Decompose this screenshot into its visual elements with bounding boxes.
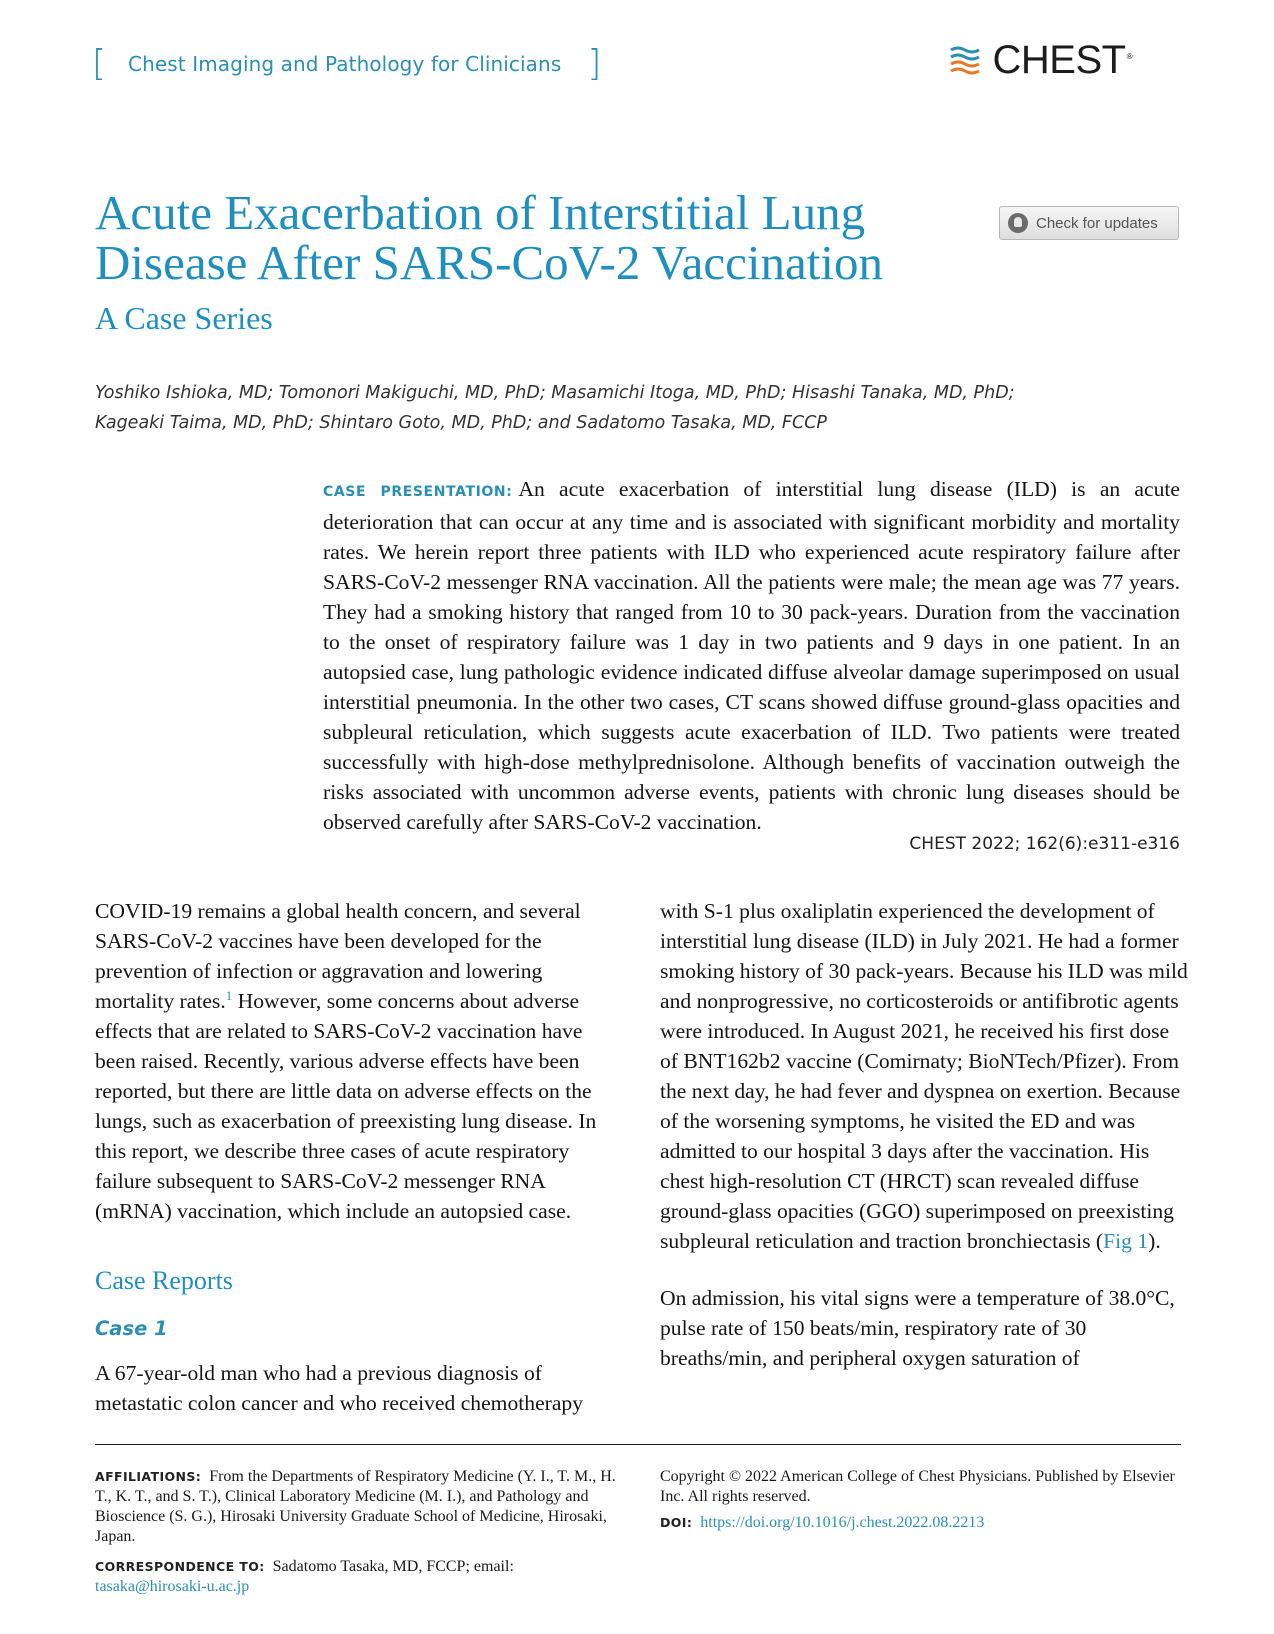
reference-1-link[interactable]: 1	[225, 987, 233, 1003]
check-for-updates-label: Check for updates	[1036, 214, 1158, 232]
citation: CHEST 2022; 162(6):e311-e316	[909, 834, 1180, 854]
abstract	[323, 474, 1180, 837]
fig-1-link[interactable]: Fig 1	[1103, 1229, 1149, 1253]
author-list	[95, 378, 1115, 438]
right-bracket: ]	[587, 43, 602, 84]
doi-link[interactable]: https://doi.org/10.1016/j.chest.2022.08.2213	[700, 1514, 985, 1531]
chest-logo[interactable]	[949, 38, 1132, 83]
intro-paragraph: COVID-19 remains a global health concern, and several SARS-CoV-2 vaccines have been developed for the prevention of infection or aggravation and lowering mortality rates.$^1$ However, some concerns about adverse effects that are related to SARS-CoV-2 vaccination have been raised. Recently, various adverse effects have been reported, but there are little data on adverse effects on the lungs, such as exacerbation of preexisting lung disease. In this report, we describe three cases of acute respiratory failure subsequent to SARS-CoV-2 messenger RNA (mRNA) vaccination, which include an autopsied case.	[95, 899, 597, 1223]
abstract-label: CASE PRESENTATION:	[323, 484, 513, 500]
check-for-updates-button[interactable]	[999, 206, 1179, 240]
chest-logo-icon	[949, 46, 983, 76]
footer-divider	[95, 1444, 1181, 1445]
article-subtitle: A Case Series	[95, 300, 273, 336]
footer-right	[660, 1467, 1185, 1539]
affiliations: AFFILIATIONS: From the Departments of Respiratory Medicine (Y. I., T. M., H. T., K. T., and S. T.), Clinical Laboratory Medicine (M. I.), and Pathology and Bioscience (S. G.), Hirosaki University Graduate School of Medicine, Hirosaki, Japan.	[95, 1468, 616, 1545]
copyright: Copyright © 2022 American College of Chest Physicians. Published by Elsevier Inc. All rights reserved.	[660, 1468, 1175, 1505]
doi: DOI: https://doi.org/10.1016/j.chest.2022.08.2213	[660, 1514, 985, 1531]
body-right-column	[660, 896, 1190, 1373]
authors-line-1: Yoshiko Ishioka, MD; Tomonori Makiguchi, MD, PhD; Masamichi Itoga, MD, PhD; Hisashi Tanaka, MD, PhD;	[95, 383, 1015, 403]
case1-paragraph-start: A 67-year-old man who had a previous diagnosis of metastatic colon cancer and who received chemotherapy	[95, 1361, 584, 1415]
heading-case-1: Case 1	[95, 1317, 168, 1340]
body-left-column	[95, 896, 625, 1418]
authors-line-2: Kageaki Taima, MD, PhD; Shintaro Goto, MD, PhD; and Sadatomo Tasaka, MD, FCCP	[95, 413, 827, 433]
crossmark-icon	[1008, 213, 1028, 233]
correspondence: CORRESPONDENCE TO: Sadatomo Tasaka, MD, FCCP; email: tasaka@hirosaki-u.ac.jp	[95, 1558, 514, 1595]
footer-left	[95, 1467, 620, 1607]
email-link[interactable]: tasaka@hirosaki-u.ac.jp	[95, 1578, 250, 1595]
abstract-text: An acute exacerbation of interstitial lung disease (ILD) is an acute deterioration that can occur at any time and is associated with significant morbidity and mortality rates. We herein report three patients with ILD who experienced acute respiratory failure after SARS-CoV-2 messenger RNA vaccination. All the patients were male; the mean age was 77 years. They had a smoking history that ranged from 10 to 30 pack-years. Duration from the vaccination to the onset of respiratory failure was 1 day in two patients and 9 days in one patient. In an autopsied case, lung pathologic evidence indicated diffuse alveolar damage superimposed on usual interstitial pneumonia. In the other two cases, CT scans showed diffuse ground-glass opacities and subpleural reticulation, which suggests acute exacerbation of ILD. Two patients were treated successfully with high-dose methylprednisolone. Although benefits of vaccination outweigh the risks associated with uncommon adverse events, patients with chronic lung diseases should be observed carefully after SARS-CoV-2 vaccination.	[323, 477, 1180, 834]
case1-paragraph-continued: with S-1 plus oxaliplatin experienced the development of interstitial lung disease (ILD) in July 2021. He had a former smoking history of 30 pack-years. Because his ILD was mild and nonprogressive, no corticosteroids or antifibrotic agents were introduced. In August 2021, he received his first dose of BNT162b2 vaccine (Comirnaty; BioNTech/Pfizer). From the next day, he had fever and dyspnea on exertion. Because of the worsening symptoms, he visited the ED and was admitted to our hospital 3 days after the vaccination. His chest high-resolution CT (HRCT) scan revealed diffuse ground-glass opacities (GGO) superimposed on preexisting subpleural reticulation and traction bronchiectasis (Fig 1).	[660, 899, 1188, 1253]
left-bracket: [	[92, 43, 107, 84]
section-name: Chest Imaging and Pathology for Clinicians	[128, 52, 562, 76]
chest-logo-text: CHEST®	[992, 38, 1132, 82]
article-title: Acute Exacerbation of Interstitial Lung Disease After SARS-CoV-2 Vaccination	[95, 185, 883, 290]
journal-section-tag	[92, 43, 602, 84]
heading-case-reports: Case Reports	[95, 1266, 233, 1295]
admission-paragraph: On admission, his vital signs were a temperature of 38.0°C, pulse rate of 150 beats/min, respiratory rate of 30 breaths/min, and peripheral oxygen saturation of	[660, 1286, 1175, 1370]
